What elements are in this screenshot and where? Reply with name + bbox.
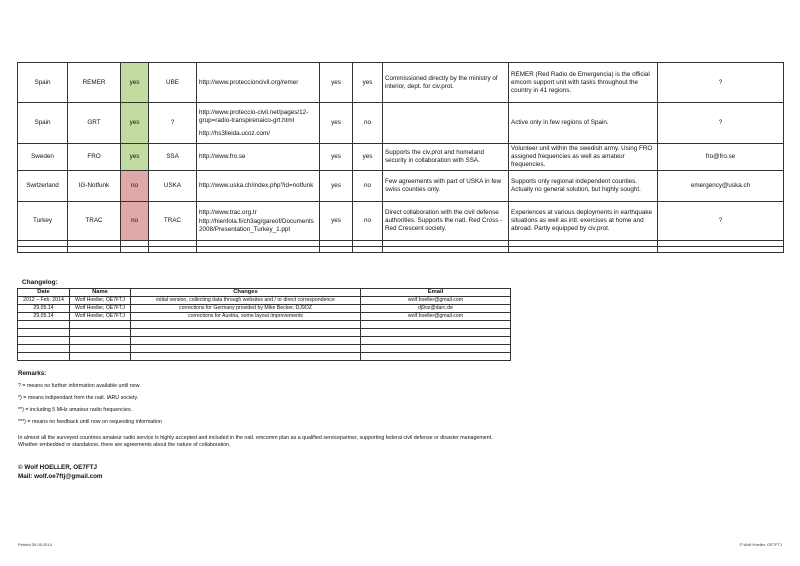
remark-line: **) = including 5 MHz amateur radio frequencies.	[18, 407, 133, 413]
notes-cell: Experiences at various deployments in earthquake situations as well as intl. exercises at home and abroad. Partly equipped by civ.prot.	[509, 202, 658, 241]
table-row	[18, 144, 784, 171]
country-cell: Spain	[18, 103, 68, 144]
website-link[interactable]: http://www.trac.org.tr	[199, 208, 257, 216]
column-header: Email	[361, 289, 511, 297]
name-cell: Wolf Hoeller, OE7FTJ	[70, 305, 131, 313]
email-cell: dj9oz@darc.de	[361, 305, 511, 313]
website-link[interactable]: http://www.proteccioncivil.org/remer	[199, 78, 299, 86]
contact-cell: ?	[658, 103, 784, 144]
date-cell: 29.05.14	[18, 313, 70, 321]
description-cell: Supports the civ.prot and homeland security in collaboration with SSA.	[383, 144, 509, 171]
remarks-title: Remarks:	[18, 370, 47, 377]
flag-cell: yes	[320, 202, 353, 241]
website-link[interactable]: http://hienfola.fi/ch3ag/gareof/Documents 2008/Presentation_Turkey_1.ppt	[199, 217, 314, 233]
changes-cell: corrections for Germany provided by Mike Becker, DJ9OZ	[131, 305, 361, 313]
contact-cell: ?	[658, 63, 784, 103]
changelog-title: Changelog:	[22, 279, 58, 286]
email-cell: wolf.hoeller@gmail.com	[361, 297, 511, 305]
society-cell: TRAC	[149, 202, 197, 241]
flag-cell: no	[353, 103, 383, 144]
changelog-table	[17, 288, 511, 361]
flag-cell: yes	[320, 63, 353, 103]
remark-paragraph: In almost all the surveyed countries amateur radio service is highly accepted and included in the natl. emcomm plan as a qualified servicepartner, supporting federal civil defense or disaster management. Whether embedded or standalone, there are agreements about the nature of collaboration.	[18, 435, 493, 448]
links-cell	[197, 63, 320, 103]
flag-cell: no	[353, 202, 383, 241]
status-cell: yes	[121, 63, 149, 103]
links-cell	[197, 144, 320, 171]
status-cell: no	[121, 202, 149, 241]
society-cell: UBE	[149, 63, 197, 103]
organization-cell: REMER	[68, 63, 121, 103]
empty-row	[18, 353, 511, 361]
remark-line: *) = means indipendant from the natl. IARU society.	[18, 395, 139, 401]
description-cell: Commissioned directly by the ministry of interior, dept. for civ.prot.	[383, 63, 509, 103]
remark-line: ? = means no further information available until now.	[18, 383, 141, 389]
email-cell: wolf.hoeller@gmail.com	[361, 313, 511, 321]
contact-cell: fro@fro.se	[658, 144, 784, 171]
organization-cell: TRAC	[68, 202, 121, 241]
empty-row	[18, 329, 511, 337]
changelog-row	[18, 305, 511, 313]
links-cell	[197, 202, 320, 241]
flag-cell: yes	[320, 144, 353, 171]
empty-row	[18, 345, 511, 353]
contact-cell: ?	[658, 202, 784, 241]
changelog-row	[18, 313, 511, 321]
footer-copyright: © Wolf Hoeller, OE7FTJ	[739, 542, 782, 547]
status-cell: no	[121, 171, 149, 202]
empty-row	[18, 247, 784, 253]
changes-cell: initial version, collecting data through websites and / or direct correspondence	[131, 297, 361, 305]
notes-cell: Supports only regional independent counties. Actually no general solution, but highly sought.	[509, 171, 658, 202]
remark-line: ***) = means no feedback until now on requesting information	[18, 419, 162, 425]
table-row	[18, 171, 784, 202]
flag-cell: yes	[353, 63, 383, 103]
description-cell: Direct collaboration with the civil defense authorities. Supports the natl. Red Cross - Red Crescent society.	[383, 202, 509, 241]
website-link[interactable]: http://hs3lleida.ucoz.com/	[199, 129, 271, 137]
mail-line: Mail: wolf.oe7ftj@gmail.com	[18, 473, 103, 480]
organization-cell: IG-Notfunk	[68, 171, 121, 202]
society-cell: ?	[149, 103, 197, 144]
website-link[interactable]: http://www.fro.se	[199, 153, 246, 160]
flag-cell: yes	[353, 144, 383, 171]
notes-cell: Volunteer unit within the swedish army. Using FRO assigned frequencies as well as amateur frequencies.	[509, 144, 658, 171]
date-cell: 2012 – Feb. 2014	[18, 297, 70, 305]
links-cell	[197, 171, 320, 202]
society-cell: SSA	[149, 144, 197, 171]
name-cell: Wolf Hoeller, OE7FTJ	[70, 313, 131, 321]
links-cell	[197, 103, 320, 144]
country-cell: Sweden	[18, 144, 68, 171]
column-header: Date	[18, 289, 70, 297]
name-cell: Wolf Hoeller, OE7FTJ	[70, 297, 131, 305]
empty-row	[18, 321, 511, 329]
table-row	[18, 103, 784, 144]
country-cell: Switzerland	[18, 171, 68, 202]
column-header: Name	[70, 289, 131, 297]
society-cell: USKA	[149, 171, 197, 202]
organization-cell: GRT	[68, 103, 121, 144]
changelog-row	[18, 297, 511, 305]
copyright-block	[18, 463, 103, 481]
table-row	[18, 202, 784, 241]
status-cell: yes	[121, 144, 149, 171]
flag-cell: yes	[320, 171, 353, 202]
contact-cell: emergency@uska.ch	[658, 171, 784, 202]
description-cell: Few agreements with part of USKA in few swiss counties only.	[383, 171, 509, 202]
empty-row	[18, 337, 511, 345]
column-header: Changes	[131, 289, 361, 297]
changes-cell: corrections for Austria, some layout improvements	[131, 313, 361, 321]
author-line: © Wolf HOELLER, OE7FTJ	[18, 464, 98, 471]
website-link[interactable]: http://www.uska.ch/index.php?id=notfunk	[199, 182, 314, 189]
country-cell: Spain	[18, 63, 68, 103]
flag-cell: yes	[320, 103, 353, 144]
print-date: Printed 30.05.2014	[18, 542, 52, 547]
country-table	[17, 62, 784, 253]
website-link[interactable]: http://www.proteccio-civil.net/pages/12-grup=radio-transpirenaico-grt.html	[199, 108, 309, 124]
notes-cell: REMER (Red Radio de Emergencia) is the official emcom support unit with tasks throughout the country in 41 regions.	[509, 63, 658, 103]
organization-cell: FRO	[68, 144, 121, 171]
remarks-section	[18, 370, 498, 454]
status-cell: yes	[121, 103, 149, 144]
table-row	[18, 63, 784, 103]
country-cell: Turkey	[18, 202, 68, 241]
flag-cell: no	[353, 171, 383, 202]
changelog-header-row	[18, 289, 511, 297]
notes-cell: Active only in few regions of Spain.	[509, 103, 658, 144]
description-cell	[383, 103, 509, 144]
date-cell: 29.05.14	[18, 305, 70, 313]
